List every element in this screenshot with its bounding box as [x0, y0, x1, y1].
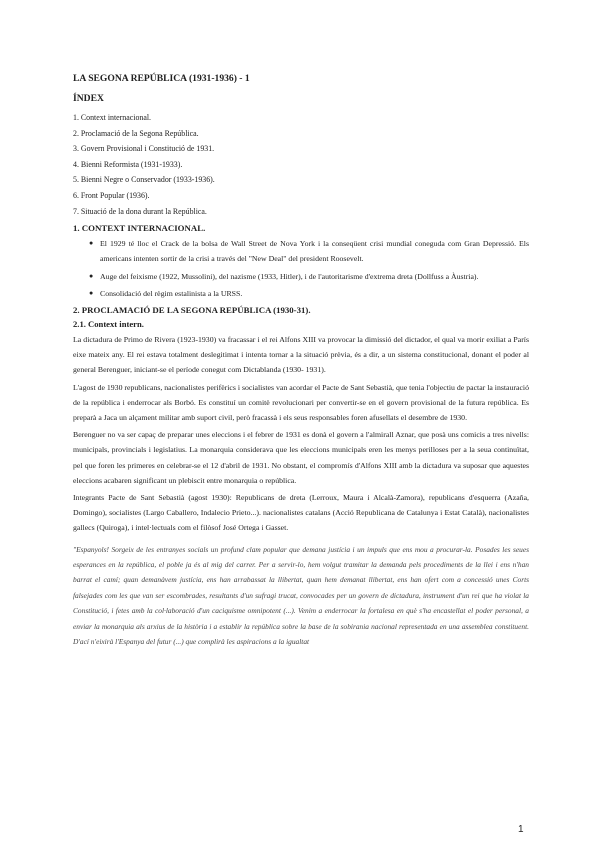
page-content: [73, 72, 529, 649]
body-paragraph: La dictadura de Primo de Rivera (1923-1930) va fracassar i el rei Alfons XIII va provocar la dimissió del dictador, el qual va morir exiliat a París eixe mateix any. El rei estava totalment deslegitimat i intenta tornar a la situació prèvia, és a dir, a un sistema constitucional, donant el poder al general Berenguer, iniciant-se el període conegut com Dictablanda (1930- 1931).: [73, 334, 529, 375]
body-paragraph: L'agost de 1930 republicans, nacionalistes perifèrics i socialistes van acordar el Pacte de Sant Sebastià, que tenia l'objectiu de pactar la instauració de la república i enderrocar als Borbó. Es constituí un comitè revolucionari per convertir-se en el govern provisional de la futura república. Es preparà a Jaca un alçament militar amb suport civil, però fracassà i els seus responsables foren afusellats el desembre de 1930.: [73, 382, 529, 422]
document-title: LA SEGONA REPÚBLICA (1931-1936) - 1: [73, 73, 250, 84]
section1-bullet-list: [73, 236, 529, 301]
bullet-item: [73, 236, 529, 266]
bullet-item: [73, 286, 529, 301]
bullet-item: [73, 269, 529, 284]
section2-subheading: 2.1. Context intern.: [73, 318, 144, 329]
index-item: 7. Situació de la dona durant la República.: [73, 206, 207, 216]
index-item: 3. Govern Provisional i Constitució de 1931.: [73, 144, 215, 154]
page-number: 1: [518, 824, 524, 835]
index-item: 2. Proclamació de la Segona República.: [73, 128, 199, 138]
index-list: [73, 110, 529, 219]
body-paragraph: Integrants Pacte de Sant Sebastià (agost 1930): Republicans de dreta (Lerroux, Maura i Alcalà-Zamora), republicans d'esquerra (Azaña, Domingo), socialistes (Largo Caballero, Indalecio Prieto...). nacionalistes catalans (Acció Republicana de Catalunya i Estat Català), nacionalistes gallecs (Quiroga), i intel·lectuals com el filòsof José Ortega i Gasset.: [73, 493, 529, 533]
section2-heading: 2. PROCLAMACIÓ DE LA SEGONA REPÚBLICA (1930-31).: [73, 304, 311, 315]
bullet-text: Auge del feixisme (1922, Mussolini), del nazisme (1933, Hitler), i de l'autoritarisme d'extrema dreta (Dollfuss a Àustria).: [100, 271, 479, 281]
index-item: 5. Bienni Negre o Conservador (1933-1936).: [73, 175, 215, 185]
bullet-text: Consolidació del règim estalinista a la URSS.: [100, 288, 243, 298]
bullet-text: El 1929 té lloc el Crack de la bolsa de Wall Street de Nova York i la conseqüent crisi mundial coneguda com Gran Depressió. Els americans intenten sortir de la crisi a través del "New Deal" del president Roosevelt.: [100, 239, 529, 264]
index-item: 4. Bienni Reformista (1931-1933).: [73, 159, 183, 169]
body-paragraph: Berenguer no va ser capaç de preparar unes eleccions i el febrer de 1931 es donà el govern a l'almirall Aznar, que posà uns comicis a tres nivells: municipals, provincials i legislatius. La monarquia considerava que les eleccions municipals eren les menys perilloses per a la seua continuïtat, pel que foren les primeres en celebrar-se el 12 d'abril de 1931. No obstant, el compromís d'Alfons XIII amb la dictadura va suposar que aquestes eleccions acabaren significant un plebiscit entre monarquia o república.: [73, 430, 529, 485]
bullet-icon: ●: [89, 288, 94, 297]
index-item: 6. Front Popular (1936).: [73, 190, 150, 200]
quote-block: "Espanyols! Sorgeix de les entranyes socials un profund clam popular que demana justícia i un impuls que ens mou a procurar-la. Posades les seues esperances en la república, el poble ja és al mig del carrer. Per a servir-lo, hem volgut tramitar la demanda pels procediments de la llei i ens n'han barrat el camí; quan demanàvem justícia, ens han arrabassat la llibertat, quan hem demanat llibertat, ens han ofert com a concessió unes Corts falsejades com les que van ser escombrades, resultants d'un sufragi trucat, convocades per un govern de dictadura, instrument d'un rei que ha violat la Constitució, i fetes amb la col·laboració d'un caciquisme omnipotent (...). Venim a enderrocar la fortalesa en què s'ha encastellat el poder personal, a enviar la monarquia als arxius de la història i a establir la república sobre la base de la sobirania nacional representada en una assemblea constituent. D'ací n'eixirà l'Espanya del futur (...) que complirà les aspiracions a la igualtat: [73, 544, 529, 647]
section1-heading: 1. CONTEXT INTERNACIONAL.: [73, 223, 206, 234]
bullet-icon: ●: [89, 271, 94, 280]
index-item: 1. Context internacional.: [73, 113, 152, 122]
index-heading: ÍNDEX: [73, 93, 104, 104]
bullet-icon: ●: [89, 239, 94, 248]
